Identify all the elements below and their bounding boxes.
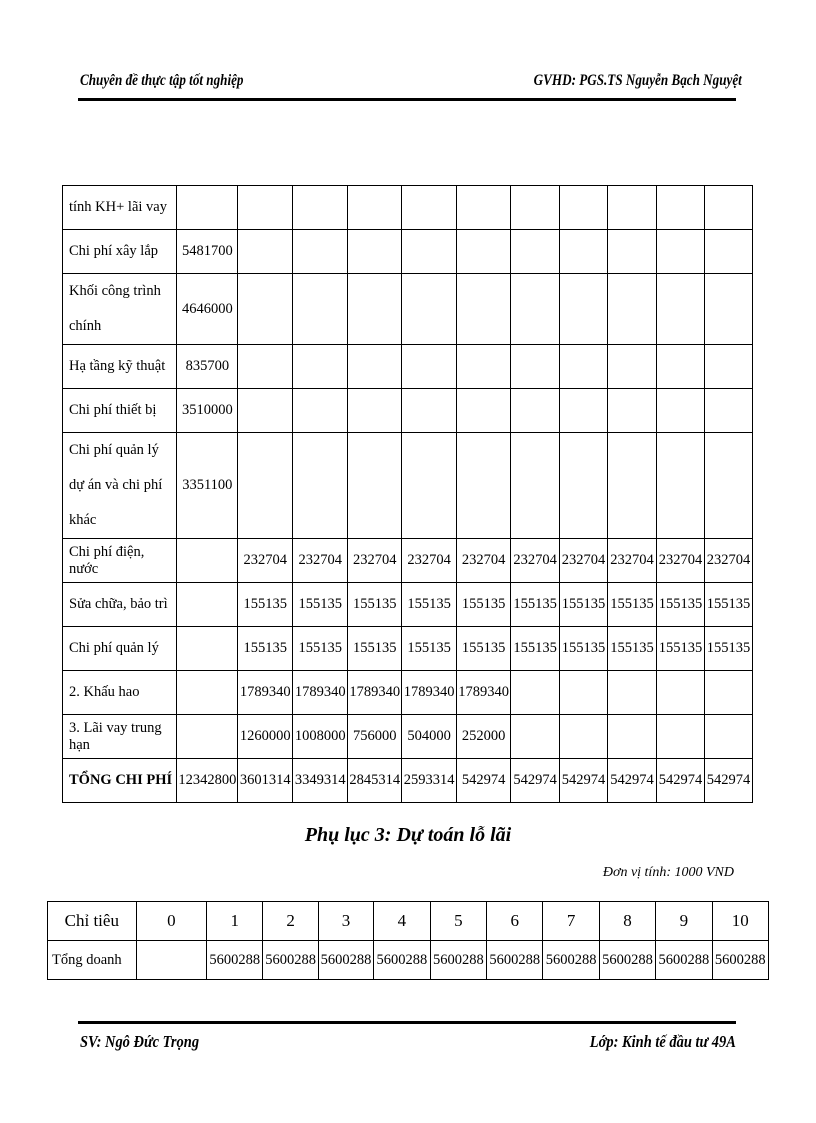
cell-year-3: 155135 xyxy=(348,627,402,671)
cell-year-9 xyxy=(656,186,704,230)
table-row xyxy=(63,345,753,389)
cell-year-10 xyxy=(704,433,752,539)
cell-year-9: 232704 xyxy=(656,539,704,583)
cell-year-9: 155135 xyxy=(656,627,704,671)
cell-year-1 xyxy=(238,230,293,274)
cell-year-8 xyxy=(608,715,657,759)
cell-year-7: 155135 xyxy=(560,627,608,671)
row-label: 2. Khấu hao xyxy=(63,671,177,715)
cell-year-4 xyxy=(402,230,457,274)
cell-year-6: 5600288 xyxy=(487,941,543,980)
cell-year-5: 252000 xyxy=(457,715,511,759)
cell-year-10 xyxy=(704,274,752,345)
unit-note: Đơn vị tính: 1000 VND xyxy=(602,865,734,880)
cell-year-2: 5600288 xyxy=(263,941,318,980)
cell-year-7: 232704 xyxy=(560,539,608,583)
cell-year-4 xyxy=(402,389,457,433)
cell-year-0 xyxy=(177,539,238,583)
cell-year-3: 2845314 xyxy=(348,759,402,803)
cell-year-4 xyxy=(402,274,457,345)
cell-year-6 xyxy=(511,230,560,274)
column-header: 9 xyxy=(656,902,712,941)
table-row xyxy=(48,941,769,980)
row-label: Hạ tầng kỹ thuật xyxy=(63,345,177,389)
cell-year-1 xyxy=(238,274,293,345)
cell-year-1 xyxy=(238,433,293,539)
cell-year-8 xyxy=(608,389,657,433)
cell-year-0: 835700 xyxy=(177,345,238,389)
cell-year-7 xyxy=(560,230,608,274)
cell-year-0: 5481700 xyxy=(177,230,238,274)
column-header: 0 xyxy=(136,902,206,941)
cell-year-8 xyxy=(608,186,657,230)
cell-year-5: 1789340 xyxy=(457,671,511,715)
cell-year-0: 3351100 xyxy=(177,433,238,539)
cell-year-7 xyxy=(560,433,608,539)
cell-year-8: 232704 xyxy=(608,539,657,583)
column-header: 3 xyxy=(318,902,373,941)
cell-year-10 xyxy=(704,715,752,759)
cell-year-8: 5600288 xyxy=(599,941,655,980)
footer-rule xyxy=(78,1021,736,1024)
cell-year-1: 232704 xyxy=(238,539,293,583)
cell-year-8: 542974 xyxy=(608,759,657,803)
cell-year-7 xyxy=(560,715,608,759)
row-label: Chi phí quản lý dự án và chi phí khác xyxy=(63,433,177,539)
cell-year-0 xyxy=(177,715,238,759)
cell-year-9 xyxy=(656,389,704,433)
cell-year-6: 232704 xyxy=(511,539,560,583)
cell-year-3 xyxy=(348,274,402,345)
cell-year-9 xyxy=(656,715,704,759)
cell-year-3: 155135 xyxy=(348,583,402,627)
cell-year-7 xyxy=(560,345,608,389)
cell-year-7: 155135 xyxy=(560,583,608,627)
cell-year-1 xyxy=(238,186,293,230)
cell-year-4: 232704 xyxy=(402,539,457,583)
cell-year-8 xyxy=(608,671,657,715)
cell-year-1 xyxy=(238,389,293,433)
cell-year-1: 155135 xyxy=(238,583,293,627)
cell-year-5 xyxy=(457,186,511,230)
footer-right: Lớp: Kinh tế đầu tư 49A xyxy=(589,1032,736,1051)
cell-year-3 xyxy=(348,230,402,274)
table-row xyxy=(63,389,753,433)
footer-left: SV: Ngô Đức Trọng xyxy=(80,1032,200,1051)
cell-year-5 xyxy=(457,389,511,433)
cell-year-10 xyxy=(704,389,752,433)
cell-year-6 xyxy=(511,345,560,389)
cell-year-1: 3601314 xyxy=(238,759,293,803)
cell-year-5 xyxy=(457,230,511,274)
cell-year-9: 5600288 xyxy=(656,941,712,980)
cell-year-5 xyxy=(457,274,511,345)
cell-year-7 xyxy=(560,671,608,715)
table-row xyxy=(63,539,753,583)
appendix-title: Phụ lục 3: Dự toán lỗ lãi xyxy=(304,824,512,846)
cell-year-3: 232704 xyxy=(348,539,402,583)
cell-year-2: 232704 xyxy=(293,539,348,583)
cell-year-10: 155135 xyxy=(704,583,752,627)
cell-year-9 xyxy=(656,345,704,389)
table-row xyxy=(63,627,753,671)
cell-year-2: 3349314 xyxy=(293,759,348,803)
cell-year-9 xyxy=(656,671,704,715)
cell-year-7 xyxy=(560,186,608,230)
cell-year-10: 232704 xyxy=(704,539,752,583)
cell-year-0 xyxy=(177,671,238,715)
cell-year-3: 756000 xyxy=(348,715,402,759)
table-row xyxy=(63,433,753,539)
cell-year-3: 5600288 xyxy=(318,941,373,980)
column-header: 1 xyxy=(207,902,263,941)
row-label: Tổng doanh xyxy=(48,941,137,980)
cell-year-5: 232704 xyxy=(457,539,511,583)
header-row xyxy=(48,902,769,941)
cell-year-4: 155135 xyxy=(402,583,457,627)
cell-year-10: 155135 xyxy=(704,627,752,671)
header-left: Chuyên đề thực tập tốt nghiệp xyxy=(80,72,244,89)
cell-year-10 xyxy=(704,671,752,715)
cell-year-3 xyxy=(348,433,402,539)
cell-year-9 xyxy=(656,230,704,274)
cell-year-6 xyxy=(511,389,560,433)
cell-year-2: 1789340 xyxy=(293,671,348,715)
cell-year-10: 5600288 xyxy=(712,941,768,980)
cell-year-1: 1789340 xyxy=(238,671,293,715)
cell-year-2: 155135 xyxy=(293,627,348,671)
cell-year-7 xyxy=(560,389,608,433)
column-header: 5 xyxy=(430,902,486,941)
table-row xyxy=(63,583,753,627)
cell-year-0 xyxy=(177,627,238,671)
cell-year-5 xyxy=(457,433,511,539)
cell-year-6: 542974 xyxy=(511,759,560,803)
row-label: 3. Lãi vay trung hạn xyxy=(63,715,177,759)
cell-year-2 xyxy=(293,230,348,274)
cell-year-10 xyxy=(704,230,752,274)
cell-year-0 xyxy=(136,941,206,980)
row-label: Sửa chữa, bảo trì xyxy=(63,583,177,627)
cell-year-0 xyxy=(177,186,238,230)
cell-year-6: 155135 xyxy=(511,627,560,671)
row-label: Chi phí điện, nước xyxy=(63,539,177,583)
column-header: 6 xyxy=(487,902,543,941)
cell-year-9 xyxy=(656,274,704,345)
cell-year-2 xyxy=(293,274,348,345)
cell-year-0: 12342800 xyxy=(177,759,238,803)
cell-year-2 xyxy=(293,186,348,230)
cell-year-3: 1789340 xyxy=(348,671,402,715)
column-header: 8 xyxy=(599,902,655,941)
column-header: 10 xyxy=(712,902,768,941)
table-row xyxy=(63,671,753,715)
column-header: 2 xyxy=(263,902,318,941)
cell-year-7 xyxy=(560,274,608,345)
row-label: tính KH+ lãi vay xyxy=(63,186,177,230)
header-rule xyxy=(78,98,736,101)
cell-year-4: 504000 xyxy=(402,715,457,759)
cell-year-8: 155135 xyxy=(608,627,657,671)
cell-year-2 xyxy=(293,345,348,389)
cell-year-5: 155135 xyxy=(457,627,511,671)
cell-year-4: 5600288 xyxy=(374,941,430,980)
cell-year-5: 155135 xyxy=(457,583,511,627)
cell-year-1 xyxy=(238,345,293,389)
cell-year-8: 155135 xyxy=(608,583,657,627)
cell-year-2: 155135 xyxy=(293,583,348,627)
cost-table xyxy=(62,185,753,803)
cell-year-3 xyxy=(348,186,402,230)
cell-year-3 xyxy=(348,389,402,433)
row-label: Chi phí quản lý xyxy=(63,627,177,671)
row-label: TỔNG CHI PHÍ xyxy=(63,759,177,803)
column-header: 4 xyxy=(374,902,430,941)
cell-year-0: 4646000 xyxy=(177,274,238,345)
cell-year-6 xyxy=(511,274,560,345)
cell-year-8 xyxy=(608,230,657,274)
cell-year-4 xyxy=(402,433,457,539)
cell-year-4 xyxy=(402,186,457,230)
cell-year-4 xyxy=(402,345,457,389)
cell-year-6 xyxy=(511,671,560,715)
cell-year-1: 5600288 xyxy=(207,941,263,980)
cell-year-10 xyxy=(704,186,752,230)
cell-year-0 xyxy=(177,583,238,627)
cell-year-8 xyxy=(608,345,657,389)
cell-year-9: 542974 xyxy=(656,759,704,803)
table-row xyxy=(63,759,753,803)
cell-year-7: 542974 xyxy=(560,759,608,803)
cell-year-4: 1789340 xyxy=(402,671,457,715)
cell-year-1: 155135 xyxy=(238,627,293,671)
row-label: Chi phí xây lắp xyxy=(63,230,177,274)
cell-year-2 xyxy=(293,433,348,539)
cell-year-10: 542974 xyxy=(704,759,752,803)
cell-year-7: 5600288 xyxy=(543,941,599,980)
cell-year-6 xyxy=(511,186,560,230)
cell-year-5 xyxy=(457,345,511,389)
cell-year-0: 3510000 xyxy=(177,389,238,433)
header-right: GVHD: PGS.TS Nguyễn Bạch Nguyệt xyxy=(533,72,742,89)
row-label: Chi phí thiết bị xyxy=(63,389,177,433)
cell-year-4: 2593314 xyxy=(402,759,457,803)
cell-year-8 xyxy=(608,433,657,539)
cell-year-1: 1260000 xyxy=(238,715,293,759)
table-row xyxy=(63,274,753,345)
cell-year-8 xyxy=(608,274,657,345)
cell-year-3 xyxy=(348,345,402,389)
table-row xyxy=(63,186,753,230)
cell-year-4: 155135 xyxy=(402,627,457,671)
table-row xyxy=(63,230,753,274)
cell-year-5: 542974 xyxy=(457,759,511,803)
cell-year-6: 155135 xyxy=(511,583,560,627)
cell-year-2: 1008000 xyxy=(293,715,348,759)
cell-year-6 xyxy=(511,433,560,539)
cell-year-9 xyxy=(656,433,704,539)
cell-year-9: 155135 xyxy=(656,583,704,627)
cell-year-10 xyxy=(704,345,752,389)
table-row xyxy=(63,715,753,759)
row-label: Khối công trình chính xyxy=(63,274,177,345)
column-header: 7 xyxy=(543,902,599,941)
profit-loss-table xyxy=(47,901,769,980)
column-header: Chỉ tiêu xyxy=(48,902,137,941)
cell-year-6 xyxy=(511,715,560,759)
cell-year-2 xyxy=(293,389,348,433)
cell-year-5: 5600288 xyxy=(430,941,486,980)
